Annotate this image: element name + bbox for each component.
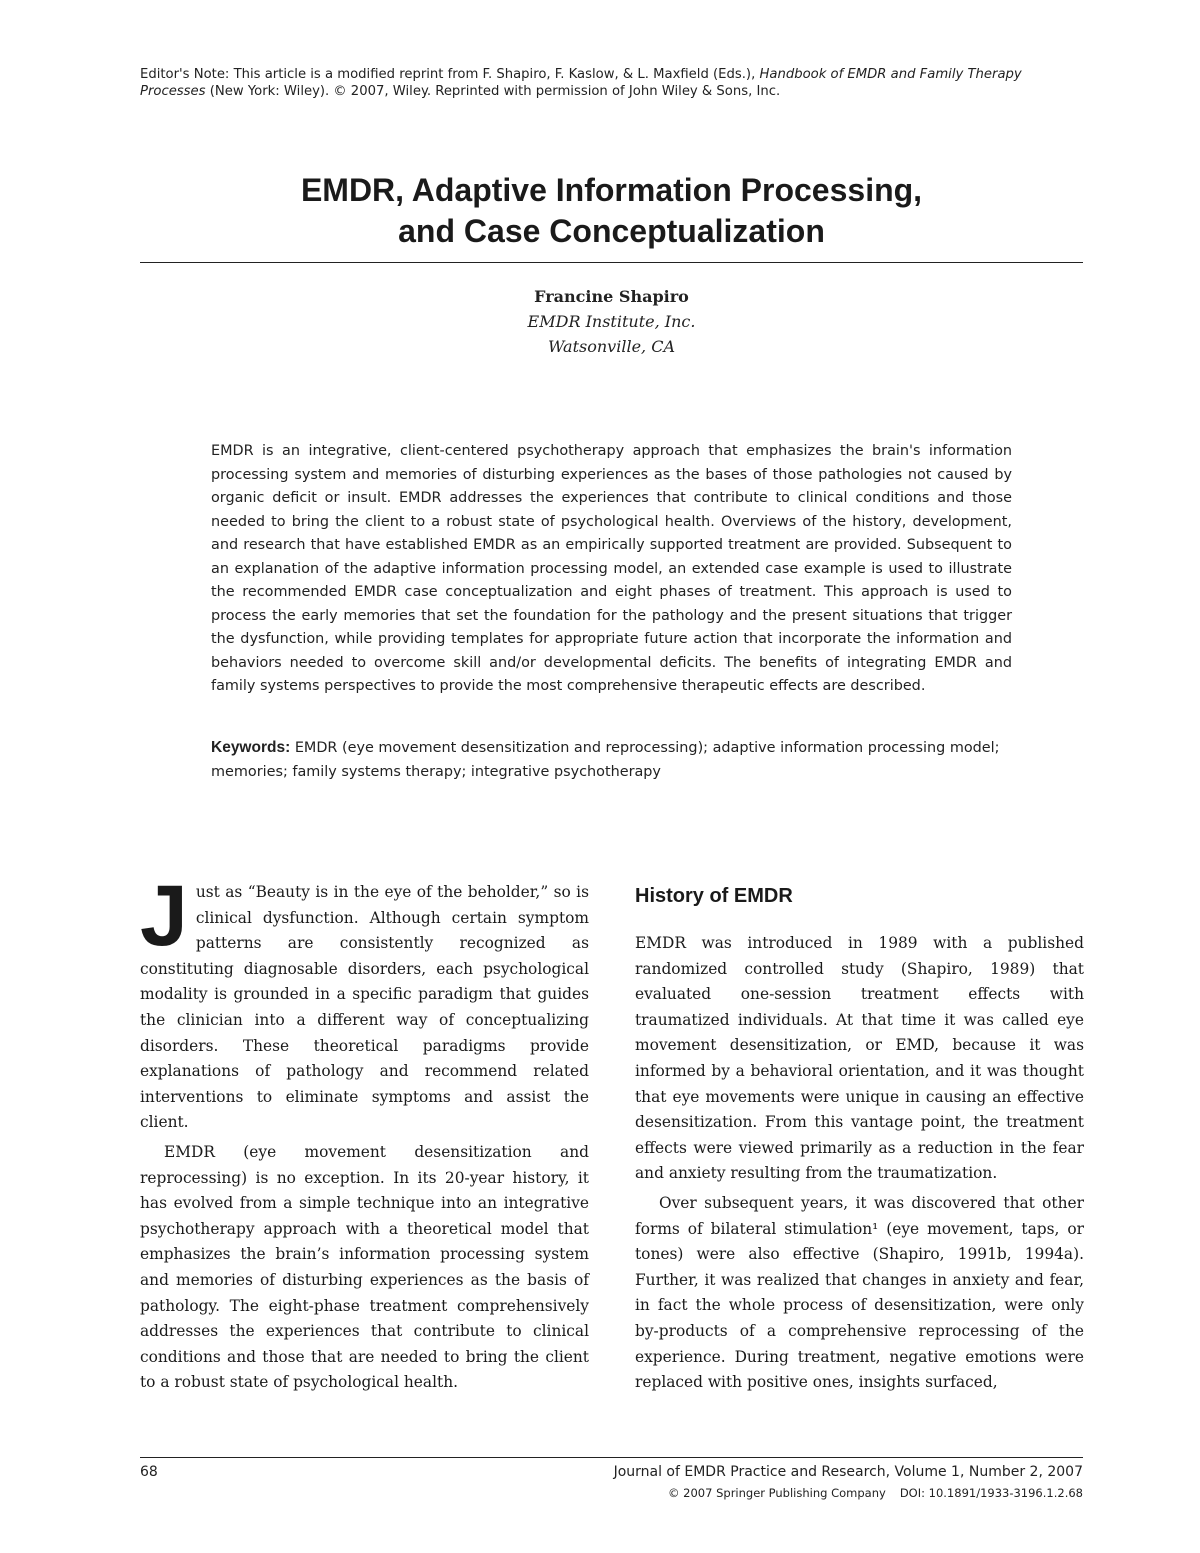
keywords-text: EMDR (eye movement desensitization and reprocessing); adaptive information processing model; memories; family systems therapy; integrative psychotherapy: [211, 740, 1000, 780]
copyright-notice: © 2007 Springer Publishing Company: [668, 1486, 886, 1500]
body-paragraph: EMDR (eye movement desensitization and reprocessing) is no exception. In its 20-year history, it has evolved from a simple technique into an integrative psychotherapy approach with a theoretical model that emphasizes the brain’s information processing system and memories of disturbing experiences as the basis of pathology. The eight-phase treatment comprehensively addresses the experiences that contribute to clinical conditions and those that are needed to bring the client to a robust state of psychological health.: [140, 1142, 589, 1392]
article-title-line-1: EMDR, Adaptive Information Processing,: [300, 172, 923, 208]
author-location: Watsonville, CA: [548, 337, 675, 356]
body-paragraph: Over subsequent years, it was discovered that other forms of bilateral stimulation¹ (eye movement, taps, or tones) were also effective (Shapiro, 1991b, 1994a). Further, it was realized that changes in anxiety and fear, in fact the whole process of desensitization, were only by-products of a comprehensive reprocessing of the experience. During treatment, negative emotions were replaced with positive ones, insights surfaced,: [635, 1193, 1084, 1392]
editors-note-text: Editor's Note: This article is a modified reprint from F. Shapiro, F. Kaslow, & L. Maxfield (Eds.),: [140, 67, 760, 82]
body-paragraph-text: ust as “Beauty is in the eye of the beholder,” so is clinical dysfunction. Although certain symptom patterns are consistently recognized as constituting diagnosable disorders, each psychological modality is grounded in a specific paradigm that guides the clinician into a different way of conceptualizing disorders. These theoretical paradigms provide explanations of pathology and recommend related interventions to eliminate symptoms and assist the client.: [140, 883, 589, 1132]
author-block: [140, 284, 1083, 359]
editors-note: [140, 66, 1090, 100]
doi: DOI: 10.1891/1933-3196.1.2.68: [899, 1486, 1083, 1500]
journal-citation: Journal of EMDR Practice and Research, Volume 1, Number 2, 2007: [613, 1464, 1083, 1480]
page-number: 68: [140, 1464, 158, 1480]
body-column-right: [635, 880, 1084, 1396]
abstract: EMDR is an integrative, client-centered psychotherapy approach that emphasizes the brain's information processing system and memories of disturbing experiences as the bases of those pathologies not caused by organic deficit or insult. EMDR addresses the experiences that contribute to clinical conditions and those needed to bring the client to a robust state of psychological health. Overviews of the history, development, and research that have established EMDR as an empirically supported treatment are provided. Subsequent to an explanation of the adaptive information processing model, an extended case example is used to illustrate the recommended EMDR case conceptualization and eight phases of treatment. This approach is used to process the early memories that set the foundation for the pathology and the present situations that trigger the dysfunction, while providing templates for appropriate future action that incorporate the information and behaviors needed to overcome skill and/or developmental deficits. The benefits of integrating EMDR and family systems perspectives to provide the most comprehensive therapeutic effects are described.: [211, 443, 1012, 694]
section-heading-history: History of EMDR: [635, 885, 793, 907]
author-name: Francine Shapiro: [534, 287, 689, 306]
footer-rule: [140, 1457, 1083, 1458]
drop-cap: J: [140, 868, 188, 964]
body-column-left: [140, 868, 589, 1396]
keywords-label: Keywords:: [211, 739, 291, 756]
author-affiliation: EMDR Institute, Inc.: [527, 312, 696, 331]
editors-note-book-title: Handbook of EMDR and Family Therapy Processes: [140, 67, 1022, 99]
editors-note-citation: (New York: Wiley). © 2007, Wiley. Reprinted with permission of John Wiley & Sons, Inc.: [205, 84, 781, 99]
keywords: [211, 736, 1012, 784]
title-rule: [140, 262, 1083, 263]
body-paragraph: [140, 868, 589, 1136]
article-title: [140, 170, 1083, 252]
footer-copyright-line: [668, 1486, 1083, 1500]
body-paragraph: EMDR was introduced in 1989 with a published randomized controlled study (Shapiro, 1989) that evaluated one-session treatment effects with traumatized individuals. At that time it was called eye movement desensitization, or EMD, because it was informed by a behavioral orientation, and it was thought that eye movements were unique in causing an effective desensitization. From this vantage point, the treatment effects were viewed primarily as a reduction in the fear and anxiety resulting from the traumatization.: [635, 934, 1084, 1183]
article-title-line-2: and Case Conceptualization: [398, 213, 825, 249]
